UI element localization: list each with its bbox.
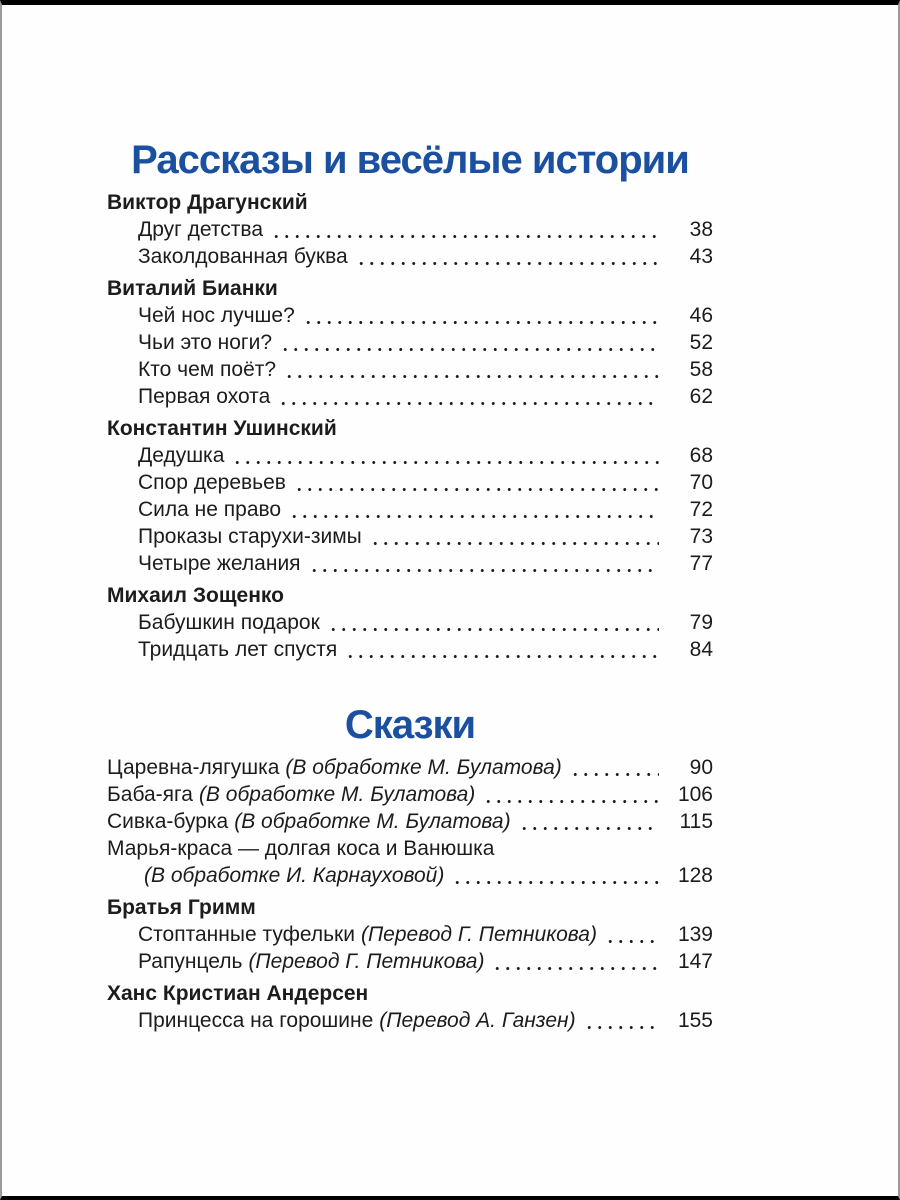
entry-title: Марья-краса — долгая коса и Ванюшка bbox=[107, 837, 495, 860]
page-number: 139 bbox=[677, 923, 713, 946]
entry-title: Стоптанные туфельки bbox=[138, 923, 355, 946]
entry-note: (Перевод А. Ганзен) bbox=[379, 1009, 576, 1032]
toc-author-row bbox=[107, 275, 713, 302]
toc-entry-row bbox=[107, 862, 713, 889]
page-number: 90 bbox=[689, 756, 713, 779]
page-number: 43 bbox=[689, 245, 713, 268]
author-name: Константин Ушинский bbox=[107, 417, 337, 440]
toc-entry-row bbox=[107, 302, 713, 329]
toc-author-row bbox=[107, 980, 713, 1007]
author-name: Братья Гримм bbox=[107, 896, 256, 919]
toc-entry-row bbox=[107, 948, 713, 975]
toc-entry-row bbox=[107, 216, 713, 243]
entry-title: Четыре желания bbox=[138, 552, 301, 575]
toc-entry-row bbox=[107, 921, 713, 948]
toc-entry-row bbox=[107, 442, 713, 469]
dot-leader bbox=[492, 948, 659, 975]
entry-note: (В обработке М. Булатова) bbox=[285, 756, 562, 779]
entry-title: Бабушкин подарок bbox=[138, 611, 320, 634]
entry-note: (В обработке М. Булатова) bbox=[198, 783, 476, 806]
entry-title: Тридцать лет спустя bbox=[138, 638, 338, 661]
page-number: 38 bbox=[689, 218, 713, 241]
toc-entry-row bbox=[107, 496, 713, 523]
author-name: Михаил Зощенко bbox=[107, 584, 284, 607]
page-number: 106 bbox=[677, 783, 713, 806]
page-number: 77 bbox=[689, 552, 713, 575]
toc-author-row bbox=[107, 189, 713, 216]
entry-title: Проказы старухи-зимы bbox=[138, 525, 362, 548]
dot-leader bbox=[309, 550, 659, 577]
dot-leader bbox=[519, 808, 659, 835]
entry-title: Царевна-лягушка bbox=[107, 756, 280, 779]
toc-entry-row bbox=[107, 1007, 713, 1034]
page-number: 73 bbox=[689, 525, 713, 548]
toc-entry-row bbox=[107, 523, 713, 550]
dot-leader bbox=[271, 216, 659, 243]
dot-leader bbox=[294, 469, 659, 496]
toc-entry-row bbox=[107, 383, 713, 410]
toc-section-fairytales bbox=[107, 754, 713, 1034]
entry-title: Друг детства bbox=[138, 218, 263, 241]
dot-leader bbox=[232, 442, 659, 469]
dot-leader bbox=[356, 243, 659, 270]
page-number: 46 bbox=[689, 304, 713, 327]
toc-entry-row bbox=[107, 609, 713, 636]
page-number: 84 bbox=[689, 638, 713, 661]
entry-title: Дедушка bbox=[138, 444, 225, 467]
toc-author-row bbox=[107, 582, 713, 609]
toc-entry-row bbox=[107, 754, 713, 781]
toc-entry-row bbox=[107, 550, 713, 577]
toc-entry-row bbox=[107, 808, 713, 835]
page-number: 128 bbox=[677, 864, 713, 887]
dot-leader bbox=[278, 383, 659, 410]
toc-section-stories bbox=[107, 189, 713, 663]
entry-title: Сивка-бурка bbox=[107, 810, 229, 833]
page-number: 58 bbox=[689, 358, 713, 381]
toc-entry-row bbox=[107, 356, 713, 383]
page-number: 115 bbox=[679, 810, 713, 833]
toc-entry-row bbox=[107, 835, 713, 862]
dot-leader bbox=[345, 636, 659, 663]
page-number: 155 bbox=[677, 1009, 713, 1032]
page-number: 79 bbox=[689, 611, 713, 634]
dot-leader bbox=[483, 781, 659, 808]
page-number: 52 bbox=[689, 331, 713, 354]
entry-title: Заколдованная буква bbox=[138, 245, 348, 268]
toc-content bbox=[107, 135, 713, 1034]
toc-entry-row bbox=[107, 469, 713, 496]
toc-author-row bbox=[107, 415, 713, 442]
dot-leader bbox=[452, 862, 659, 889]
entry-title: Спор деревьев bbox=[138, 471, 286, 494]
dot-leader bbox=[303, 302, 659, 329]
author-name: Ханс Кристиан Андерсен bbox=[107, 982, 369, 1005]
entry-title: Принцесса на горошине bbox=[138, 1009, 374, 1032]
dot-leader bbox=[584, 1007, 659, 1034]
entry-note: (Перевод Г. Петникова) bbox=[360, 923, 597, 946]
toc-entry-row bbox=[107, 329, 713, 356]
entry-title: Чьи это ноги? bbox=[138, 331, 272, 354]
dot-leader bbox=[570, 754, 659, 781]
toc-entry-row bbox=[107, 243, 713, 270]
page-number: 147 bbox=[677, 950, 713, 973]
dot-leader bbox=[328, 609, 659, 636]
toc-entry-row bbox=[107, 636, 713, 663]
page-number: 62 bbox=[689, 385, 713, 408]
section-title-fairytales: Сказки bbox=[344, 703, 476, 747]
dot-leader bbox=[280, 329, 659, 356]
page-number: 72 bbox=[689, 498, 713, 521]
dot-leader bbox=[289, 496, 659, 523]
entry-title: Рапунцель bbox=[138, 950, 243, 973]
entry-note: (Перевод Г. Петникова) bbox=[248, 950, 485, 973]
entry-title: Баба-яга bbox=[107, 783, 193, 806]
page-number: 70 bbox=[689, 471, 713, 494]
entry-note: (В обработке М. Булатова) bbox=[234, 810, 511, 833]
author-name: Виктор Драгунский bbox=[107, 191, 308, 214]
dot-leader bbox=[284, 356, 659, 383]
section-title-stories: Рассказы и весёлые истории bbox=[131, 138, 689, 182]
author-name: Виталий Бианки bbox=[107, 277, 278, 300]
entry-title: Кто чем поёт? bbox=[138, 358, 277, 381]
toc-entry-row bbox=[107, 781, 713, 808]
entry-title: Сила не право bbox=[138, 498, 282, 521]
entry-note: (В обработке И. Карнауховой) bbox=[144, 864, 445, 887]
entry-title: Первая охота bbox=[138, 385, 271, 408]
page-number: 68 bbox=[689, 444, 713, 467]
dot-leader bbox=[605, 921, 659, 948]
toc-author-row bbox=[107, 894, 713, 921]
entry-title: Чей нос лучше? bbox=[138, 304, 295, 327]
dot-leader bbox=[370, 523, 659, 550]
